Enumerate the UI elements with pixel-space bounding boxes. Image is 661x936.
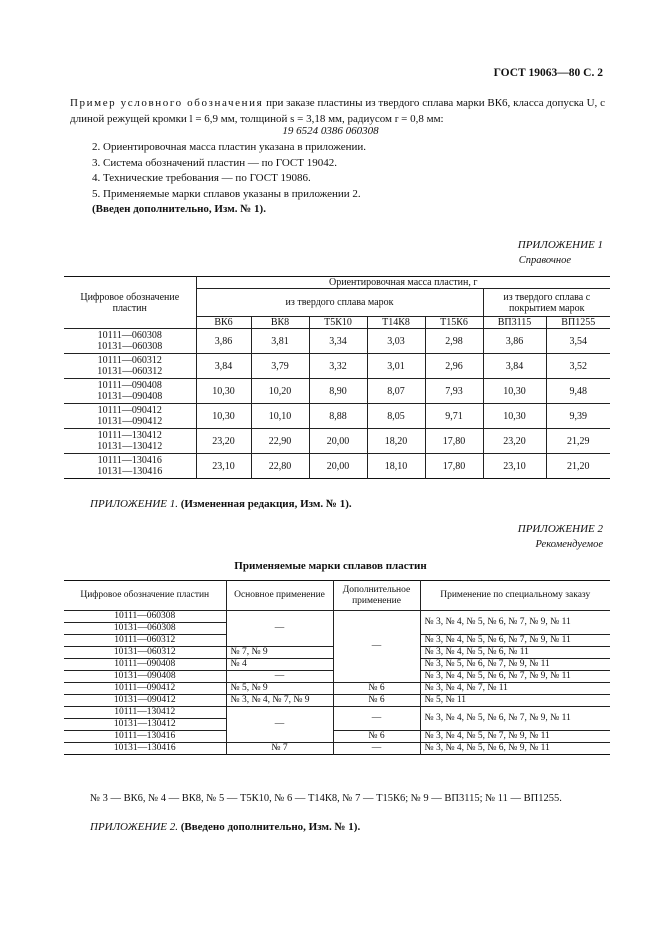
plate-code: 10131—060308 xyxy=(97,341,163,352)
mass-cell: 3,34 xyxy=(309,329,367,354)
example-lead: Пример условного обозначения xyxy=(70,97,264,109)
mass-cell: 10,30 xyxy=(196,404,251,429)
mass-cell: 9,71 xyxy=(425,404,483,429)
plate-code: 10131—130412 xyxy=(97,441,163,452)
special-cell: № 3, № 4, № 5, № 6, № 9, № 11 xyxy=(420,743,610,755)
mass-cell: 23,10 xyxy=(483,454,546,479)
note-item: 4. Технические требования — по ГОСТ 19086. xyxy=(92,172,311,185)
example-code: 19 6524 0386 060308 xyxy=(282,125,379,137)
plate-code: 10111—090408 xyxy=(97,380,162,391)
special-cell: № 3, № 4, № 5, № 6, № 7, № 9, № 11 xyxy=(420,707,610,731)
grade-header: Т15К6 xyxy=(425,317,483,329)
main-cell: № 7 xyxy=(226,743,333,755)
code-cell: 10111—060308 xyxy=(114,611,176,621)
special-cell: № 3, № 4, № 5, № 6, № 7, № 9, № 11 xyxy=(420,671,610,683)
code-cell: 10111—130412 xyxy=(64,707,226,719)
mass-cell: 17,80 xyxy=(425,454,483,479)
code-cell xyxy=(64,354,196,379)
table-row xyxy=(64,695,610,707)
special-cell: № 3, № 4, № 5, № 6, № 11 xyxy=(420,647,610,659)
plate-code: 10131—090408 xyxy=(97,391,163,402)
main-cell: № 5, № 9 xyxy=(226,683,333,695)
extra-cell: № 6 xyxy=(333,683,420,695)
table-row xyxy=(64,329,610,354)
alloy-legend: № 3 — ВК6, № 4 — ВК8, № 5 — Т5К10, № 6 — Т14К8, № 7 — Т15К6; № 9 — ВП3115; № 11 — ВП1255. xyxy=(90,793,562,804)
extra-cell: — xyxy=(333,707,420,731)
main-cell: № 3, № 4, № 7, № 9 xyxy=(226,695,333,707)
notes-list xyxy=(92,140,366,218)
alloy-table xyxy=(64,580,610,755)
plate-code: 10111—060312 xyxy=(97,355,162,366)
example-text: при заказе пластины из твердого сплава марки ВК6, класса допуска U, с длиной режущей кромки l = 6,9 мм, толщиной s = 3,18 мм, радиусом r = 0,8 мм: xyxy=(70,97,605,125)
appendix1-footnote: ПРИЛОЖЕНИЕ 1. (Измененная редакция, Изм. № 1). xyxy=(90,498,352,510)
grade-header: Т14К8 xyxy=(367,317,425,329)
special-cell: № 3, № 4, № 5, № 6, № 7, № 9, № 11 xyxy=(420,611,610,635)
plate-code: 10131—090412 xyxy=(97,416,163,427)
plate-code: 10111—130416 xyxy=(97,455,162,466)
code-cell: 10131—130416 xyxy=(64,743,226,755)
table-row xyxy=(64,454,610,479)
appendix2-subtitle: Рекомендуемое xyxy=(535,539,603,550)
mass-cell: 23,10 xyxy=(196,454,251,479)
mass-cell: 3,84 xyxy=(196,354,251,379)
mass-cell: 2,96 xyxy=(425,354,483,379)
mass-table-header-code: Цифровое обозначение пластин xyxy=(64,277,196,329)
mass-cell: 10,30 xyxy=(196,379,251,404)
extra-cell: — xyxy=(333,743,420,755)
mass-cell: 8,88 xyxy=(309,404,367,429)
grade-header: ВП1255 xyxy=(546,317,610,329)
mass-cell: 3,52 xyxy=(546,354,610,379)
mass-cell: 10,30 xyxy=(483,379,546,404)
special-cell: № 3, № 5, № 6, № 7, № 9, № 11 xyxy=(420,659,610,671)
mass-cell: 3,32 xyxy=(309,354,367,379)
table-row xyxy=(64,611,610,623)
mass-cell: 3,81 xyxy=(251,329,309,354)
mass-table-header-mass: Ориентировочная масса пластин, г xyxy=(196,277,610,289)
grade-header: ВК8 xyxy=(251,317,309,329)
mass-cell: 3,54 xyxy=(546,329,610,354)
main-cell: — xyxy=(226,611,333,647)
mass-cell: 7,93 xyxy=(425,379,483,404)
alloy-table-header-main: Основное применение xyxy=(226,581,333,611)
appendix1-subtitle: Справочное xyxy=(518,255,571,266)
special-cell: № 5, № 11 xyxy=(420,695,610,707)
table-row xyxy=(64,743,610,755)
alloy-table-header-code: Цифровое обозначение пластин xyxy=(64,581,226,611)
plate-code: 10131—060312 xyxy=(97,366,163,377)
mass-cell: 21,29 xyxy=(546,429,610,454)
main-cell: — xyxy=(226,671,333,683)
code-cell xyxy=(64,404,196,429)
mass-cell: 3,84 xyxy=(483,354,546,379)
alloy-table-header-special: Применение по специальному заказу xyxy=(420,581,610,611)
code-cell xyxy=(64,454,196,479)
grade-header: ВП3115 xyxy=(483,317,546,329)
mass-cell: 9,39 xyxy=(546,404,610,429)
code-cell xyxy=(64,329,196,354)
page-header: ГОСТ 19063—80 С. 2 xyxy=(493,67,603,79)
appendix1-title: ПРИЛОЖЕНИЕ 1 xyxy=(517,239,603,251)
mass-cell: 20,00 xyxy=(309,454,367,479)
code-cell: 10111—130416 xyxy=(64,731,226,743)
note-item: 3. Система обозначений пластин — по ГОСТ 19042. xyxy=(92,156,337,169)
table2-title: Применяемые марки сплавов пластин xyxy=(234,560,427,572)
mass-cell: 18,10 xyxy=(367,454,425,479)
code-cell xyxy=(64,379,196,404)
table-row xyxy=(64,404,610,429)
mass-cell: 8,90 xyxy=(309,379,367,404)
mass-cell: 22,90 xyxy=(251,429,309,454)
code-cell: 10111—090412 xyxy=(64,683,226,695)
code-cell: 10111—090408 xyxy=(64,659,226,671)
table-row xyxy=(64,683,610,695)
mass-cell: 9,48 xyxy=(546,379,610,404)
extra-cell: № 6 xyxy=(333,731,420,743)
main-cell: № 7, № 9 xyxy=(226,647,333,659)
mass-cell: 3,03 xyxy=(367,329,425,354)
table-row xyxy=(64,707,610,719)
special-cell: № 3, № 4, № 5, № 6, № 7, № 9, № 11 xyxy=(420,635,610,647)
grade-header: ВК6 xyxy=(196,317,251,329)
mass-cell: 3,79 xyxy=(251,354,309,379)
mass-cell: 22,80 xyxy=(251,454,309,479)
main-cell: № 4 xyxy=(226,659,333,671)
mass-cell: 10,20 xyxy=(251,379,309,404)
mass-cell: 17,80 xyxy=(425,429,483,454)
mass-cell: 3,86 xyxy=(483,329,546,354)
note-item: 2. Ориентировочная масса пластин указана в приложении. xyxy=(92,141,366,153)
special-cell: № 3, № 4, № 5, № 7, № 9, № 11 xyxy=(420,731,610,743)
appendix2-heading xyxy=(518,522,603,552)
code-cell: 10131—090412 xyxy=(64,695,226,707)
mass-cell: 23,20 xyxy=(196,429,251,454)
code-cell: 10111—060312 xyxy=(64,635,226,647)
mass-table-header-coated: из твердого сплава с покрытием марок xyxy=(483,289,610,317)
table-row xyxy=(64,731,610,743)
appendix2-footnote: ПРИЛОЖЕНИЕ 2. (Введено дополнительно, Изм. № 1). xyxy=(90,821,361,833)
mass-cell: 2,98 xyxy=(425,329,483,354)
code-cell: 10131—130412 xyxy=(64,719,226,731)
mass-cell: 3,86 xyxy=(196,329,251,354)
special-cell: № 3, № 4, № 7, № 11 xyxy=(420,683,610,695)
mass-cell: 20,00 xyxy=(309,429,367,454)
note-item: 5. Применяемые марки сплавов указаны в приложении 2. xyxy=(92,187,361,200)
appendix2-title: ПРИЛОЖЕНИЕ 2 xyxy=(517,523,603,535)
plate-code: 10131—130416 xyxy=(97,466,163,477)
mass-cell: 8,05 xyxy=(367,404,425,429)
example-paragraph xyxy=(70,95,605,127)
mass-cell: 18,20 xyxy=(367,429,425,454)
mass-cell: 3,01 xyxy=(367,354,425,379)
extra-cell: № 6 xyxy=(333,695,420,707)
table-row xyxy=(64,354,610,379)
code-cell: 10131—090408 xyxy=(64,671,226,683)
mass-cell: 8,07 xyxy=(367,379,425,404)
code-cell: 10131—060312 xyxy=(64,647,226,659)
mass-cell: 10,10 xyxy=(251,404,309,429)
plate-code: 10111—060308 xyxy=(97,330,162,341)
grade-header: Т5К10 xyxy=(309,317,367,329)
table-row xyxy=(64,379,610,404)
mass-table-header-hard: из твердого сплава марок xyxy=(196,289,483,317)
main-cell: — xyxy=(226,707,333,743)
plate-code: 10111—130412 xyxy=(97,430,162,441)
mass-cell: 21,20 xyxy=(546,454,610,479)
table-row xyxy=(64,429,610,454)
alloy-table-header-extra: Дополнительное применение xyxy=(333,581,420,611)
notes-amendment: (Введен дополнительно, Изм. № 1). xyxy=(92,203,266,216)
extra-cell: — xyxy=(333,611,420,683)
appendix1-heading xyxy=(518,238,603,268)
mass-cell: 10,30 xyxy=(483,404,546,429)
mass-cell: 23,20 xyxy=(483,429,546,454)
plate-code: 10111—090412 xyxy=(97,405,162,416)
code-cell xyxy=(64,429,196,454)
mass-table xyxy=(64,276,610,479)
code-cell: 10131—060308 xyxy=(64,623,226,635)
